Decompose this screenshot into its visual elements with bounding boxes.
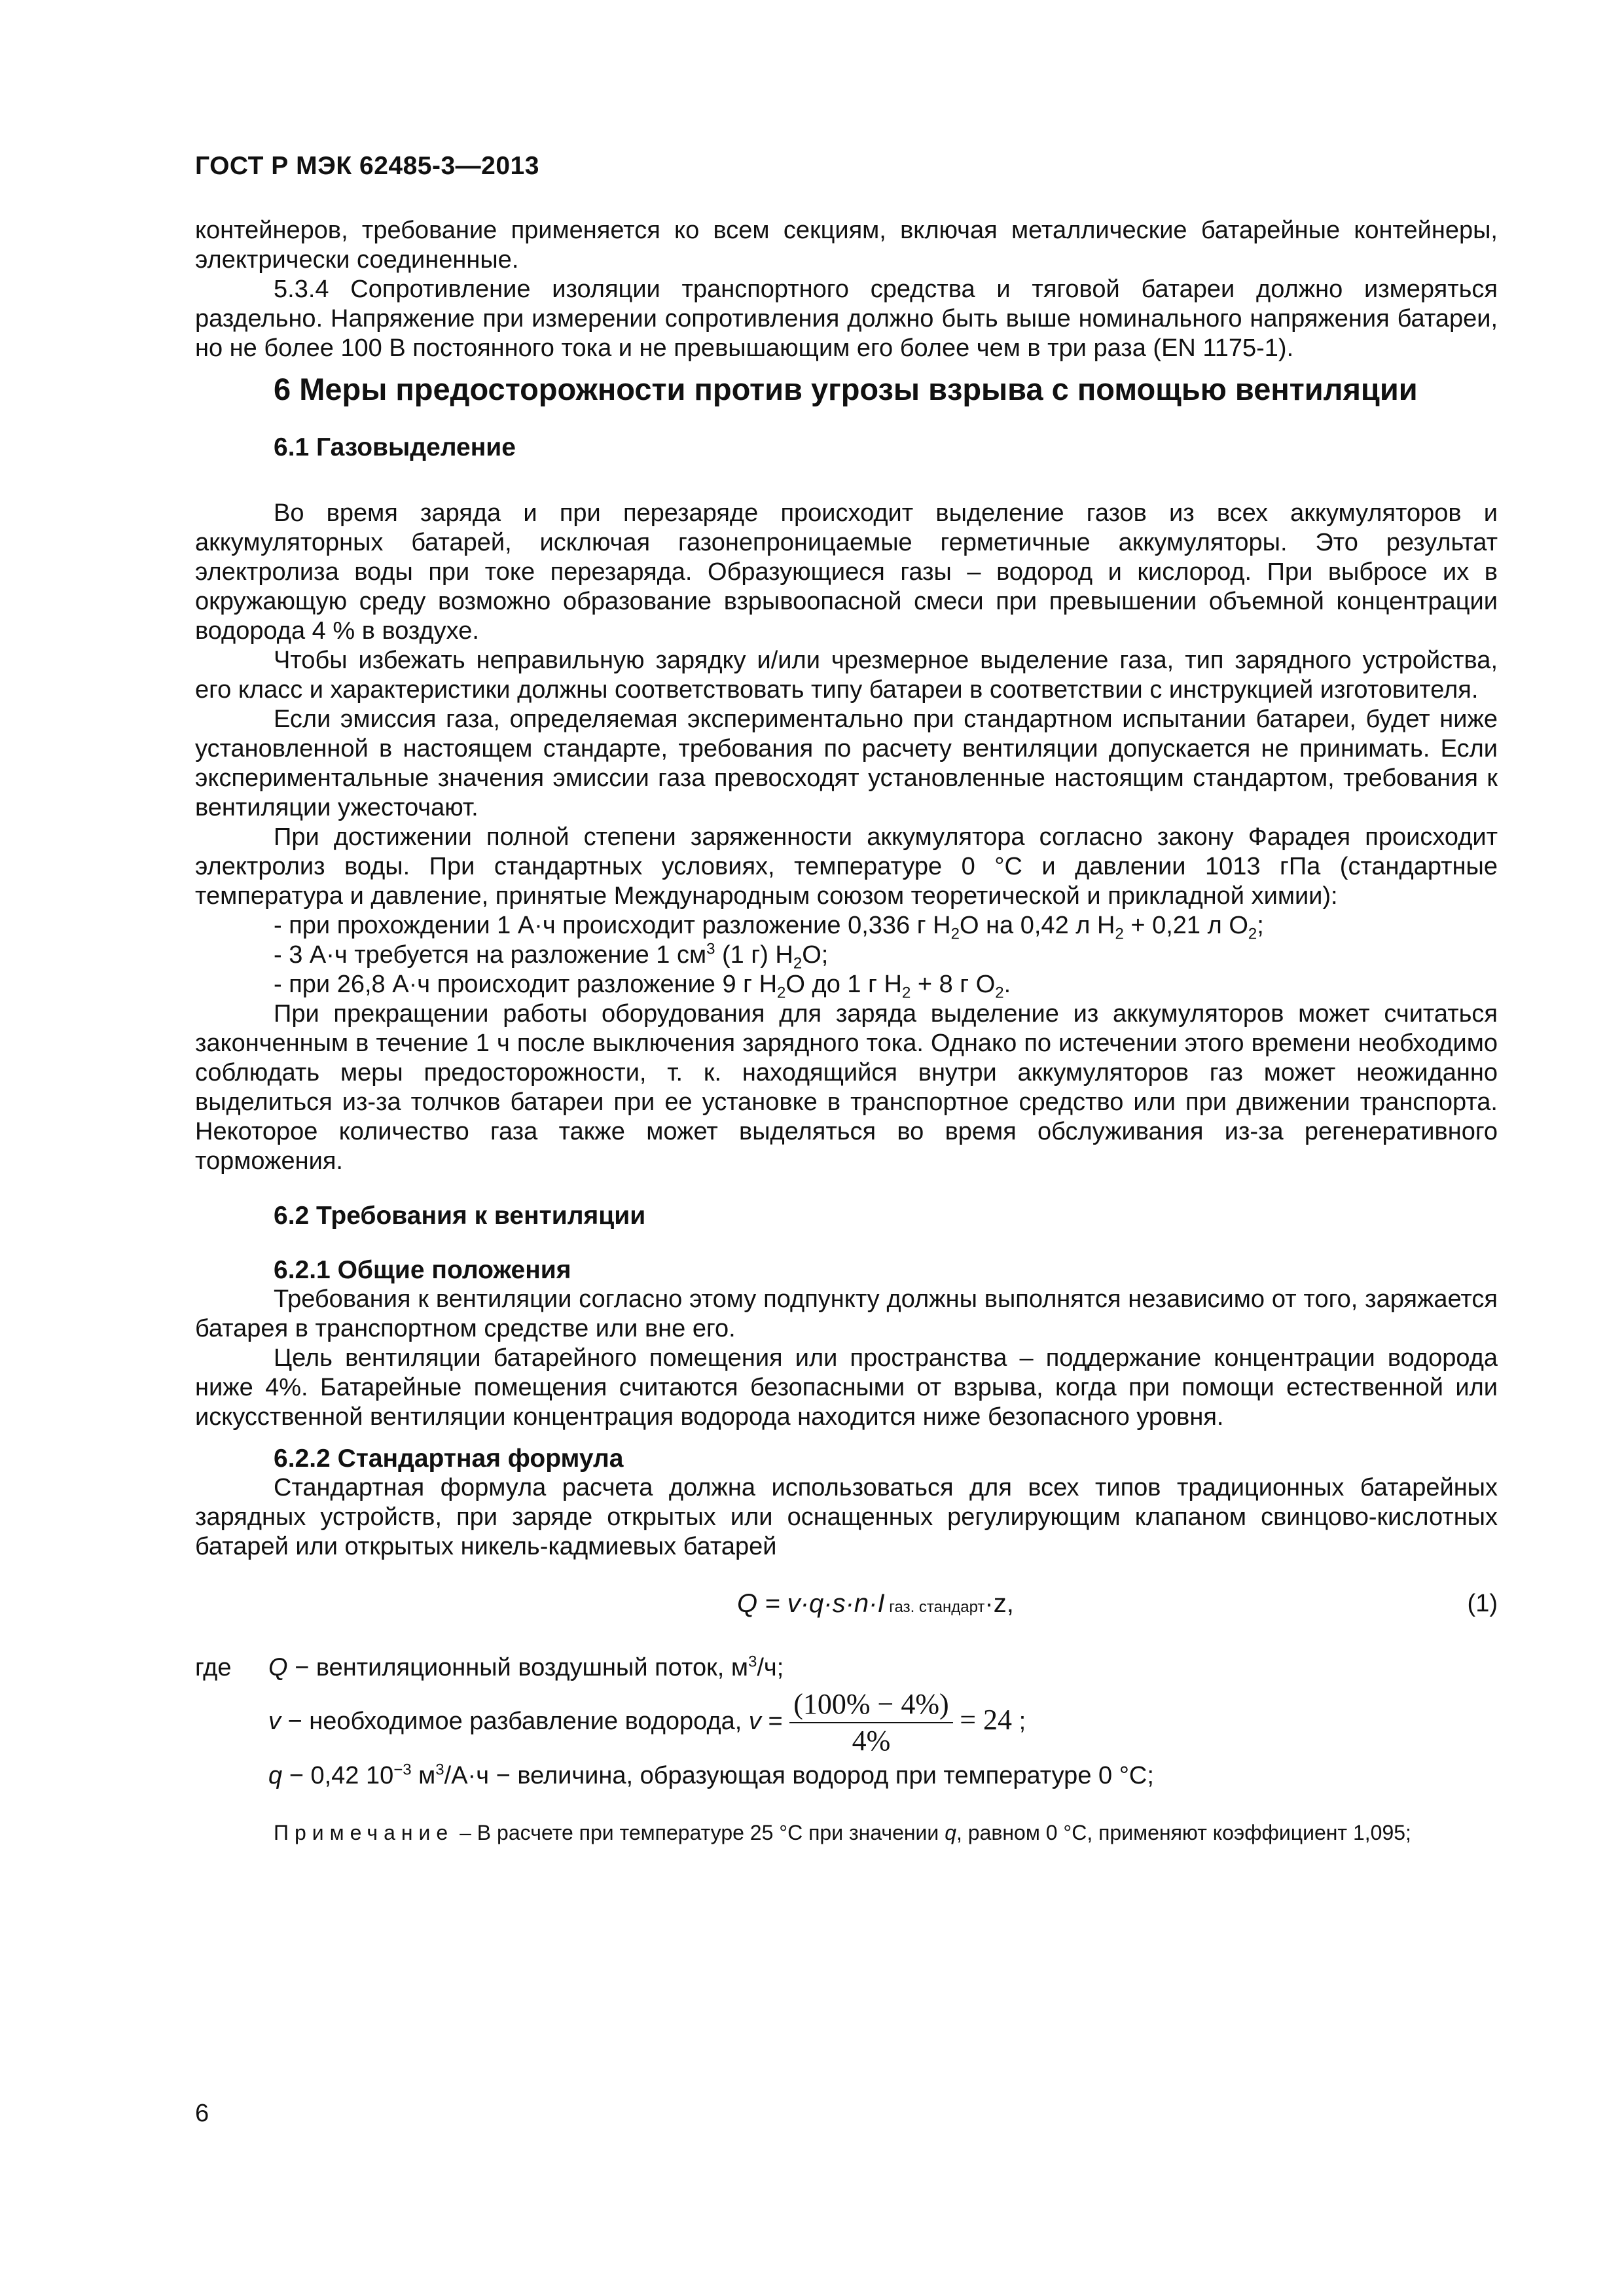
definition-v: v − необходимое разбавление водорода, v = $\frac{(100\% - 4\%)}{4\%}$ = 24 ; — [268, 1687, 1498, 1759]
document-body — [195, 216, 1498, 1847]
paragraph: Если эмиссия газа, определяемая экспериментально при стандартном испытании батареи, будет ниже установленной в настоящем стандарте, требования по расчету вентиляции допускается не принимать. Если экспериментальные значения эмиссии газа превосходят установленные настоящим стандартом, требования к вентиляции ужесточают. — [195, 706, 1498, 821]
paragraph: Цель вентиляции батарейного помещения или пространства – поддержание концентрации водорода ниже 4%. Батарейные помещения считаются безопасными от взрыва, когда при помощи естественной или искусственной вентиляции концентрация водорода находится ниже безопасного уровня. — [195, 1344, 1498, 1431]
paragraph: Стандартная формула расчета должна использоваться для всех типов традиционных батарейных зарядных устройств, при заряде открытых или оснащенных регулирующим клапаном свинцово-кислотных батарей или открытых никель-кадмиевых батарей — [195, 1474, 1498, 1560]
list-item: - при прохождении 1 А·ч происходит разложение 0,336 г $H_2O$ на 0,42 л $H_2 + 0,21$ л $O_2$; — [274, 912, 1264, 943]
note: Примечание – В расчете при температуре 25 °С при значении q, равном 0 °С, применяют коэффициент 1,095; — [274, 1821, 1411, 1844]
definition-q: где Q − вентиляционный воздушный поток, $м^3/ч$; — [195, 1653, 784, 1681]
subsection-heading: 6.2.2 Стандартная формула — [274, 1444, 624, 1473]
paragraph: Во время заряда и при перезаряде происходит выделение газов из всех аккумуляторов и аккумуляторных батарей, исключая газонепроницаемые герметичные аккумуляторы. Это результат электролиза воды при токе перезаряда. Образующиеся газы – водород и кислород. При выбросе их в окружающую среду возможно образование взрывоопасной смеси при превышении объемной концентрации водорода 4 % в воздухе. — [195, 499, 1498, 645]
list-item: - при 26,8 А·ч происходит разложение 9 г $H_2O$ до 1 г $H_2 + 8$ г $O_2$. — [274, 971, 1011, 1002]
subsection-heading: 6.2 Требования к вентиляции — [274, 1202, 646, 1230]
page-number: 6 — [195, 2100, 209, 2127]
subsection-heading: 6.1 Газовыделение — [274, 433, 516, 461]
section-heading: 6 Меры предосторожности против угрозы взрыва с помощью вентиляции — [274, 372, 1418, 406]
paragraph: Чтобы избежать неправильную зарядку и/или чрезмерное выделение газа, тип зарядного устройства, его класс и характеристики должны соответствовать типу батареи в соответствии с инструкцией изготовителя. — [195, 647, 1498, 704]
definition-q-value: q − 0,42 $10^{-3}$ $м^3/А\cdot ч$ − величина, образующая водород при температуре 0 °С; — [268, 1761, 1154, 1789]
equation-number: (1) — [1467, 1590, 1498, 1617]
list-item: - 3 А·ч требуется на разложение 1 $см^3$ (1 г) $H_2O$; — [274, 940, 829, 973]
paragraph: При достижении полной степени заряженности аккумулятора согласно закону Фарадея происходит электролиз воды. При стандартных условиях, температуре 0 °С и давлении 1013 гПа (стандартные температура и давление, принятые Международным союзом теоретической и прикладной химии): — [195, 823, 1498, 910]
formula-row — [195, 1589, 1498, 1631]
paragraph: контейнеров, требование применяется ко всем секциям, включая металлические батарейные контейнеры, электрически соединенные. — [195, 217, 1498, 274]
paragraph: Требования к вентиляции согласно этому подпункту должны выполнятся независимо от того, заряжается батарея в транспортном средстве или вне его. — [195, 1285, 1498, 1342]
formula: Q = v·q·s·n·I газ. стандарт·z, — [737, 1589, 1014, 1618]
subsection-heading: 6.2.1 Общие положения — [274, 1256, 571, 1284]
document-header: ГОСТ Р МЭК 62485-3—2013 — [195, 152, 539, 180]
paragraph: 5.3.4 Сопротивление изоляции транспортного средства и тяговой батареи должно измеряться раздельно. Напряжение при измерении сопротивления должно быть выше номинального напряжения батареи, но не более 100 В постоянного тока и не превышающим его более чем в три раза (EN 1175-1). — [195, 276, 1498, 362]
paragraph: При прекращении работы оборудования для заряда выделение из аккумуляторов может считаться законченным в течение 1 ч после выключения зарядного тока. Однако по истечении этого времени необходимо соблюдать меры предосторожности, т. к. находящийся внутри аккумуляторов газ может неожиданно выделиться из-за толчков батареи при ее установке в транспортное средство или при движении транспорта. Некоторое количество газа также может выделяться во время обслуживания из-за регенеративного торможения. — [195, 1000, 1498, 1175]
fraction: $\frac{(100\% - 4\%)}{4\%}$ — [789, 1687, 952, 1759]
